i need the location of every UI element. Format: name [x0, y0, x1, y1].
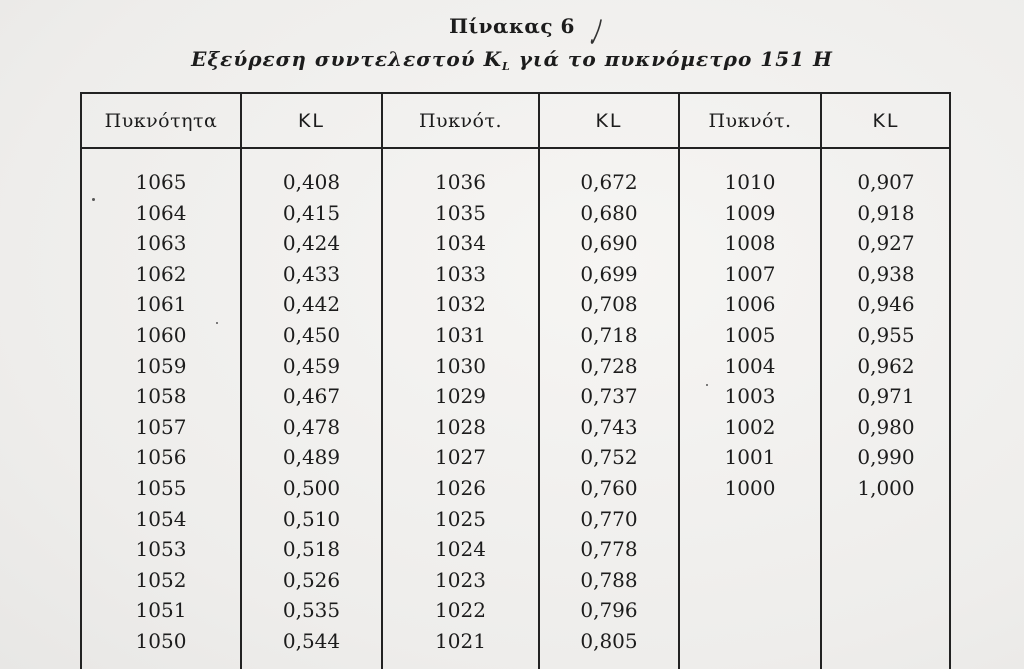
kl-cell: 0,737: [580, 384, 638, 408]
kl-cell: 0,672: [580, 170, 638, 194]
kl-cell: 0,743: [580, 415, 638, 439]
kl-cell: 0,518: [282, 537, 341, 561]
header-density-1: Πυκνότητα: [104, 110, 218, 132]
kl-cell: 0,478: [282, 415, 341, 439]
kl-cell: 0,728: [580, 354, 638, 378]
density-cell: 1031: [435, 323, 486, 347]
kl-cell: 0,489: [282, 445, 341, 469]
density-cell: 1060: [135, 323, 187, 347]
density-cell: 1027: [435, 445, 486, 469]
kl-cell: 0,778: [580, 537, 638, 561]
kl-cell: 0,442: [282, 292, 341, 316]
subtitle-suffix: γιά το πυκνόμετρο 151 H: [510, 47, 833, 71]
density-cell: 1002: [724, 415, 776, 439]
density-cell: 1024: [435, 537, 486, 561]
density-cell: 1062: [135, 262, 187, 286]
kl-cell: 0,690: [580, 231, 638, 255]
kl-cell: 0,433: [282, 262, 341, 286]
kl-cell: 0,459: [282, 354, 341, 378]
kl-cell: 0,752: [580, 445, 638, 469]
density-cell: 1025: [435, 507, 486, 531]
table-subtitle: [0, 47, 1024, 73]
density-cell: 1004: [724, 354, 776, 378]
density-cell: 1030: [435, 354, 486, 378]
kl-cell: 0,415: [282, 201, 341, 225]
density-cell: 1029: [435, 384, 486, 408]
kl-cell: 0,680: [580, 201, 638, 225]
header-kl-2: KL: [595, 110, 623, 132]
density-cell: 1064: [135, 201, 187, 225]
kl-cell: 0,946: [857, 292, 915, 316]
density-cell: 1005: [724, 323, 776, 347]
kl-cell: 0,938: [857, 262, 915, 286]
subtitle-subscript: L: [502, 60, 511, 73]
kl-cell: 0,796: [580, 598, 638, 622]
kl-cell: 0,788: [580, 568, 638, 592]
density-cell: 1035: [435, 201, 486, 225]
header-density-2: Πυκνότ.: [418, 110, 503, 132]
table-title: Πίνακας 6: [449, 14, 575, 38]
kl-cell: 0,467: [282, 384, 341, 408]
kl-cell: 0,918: [857, 201, 915, 225]
density-cell: 1055: [135, 476, 187, 500]
density-cell: 1001: [724, 445, 776, 469]
kl-cell: 0,907: [857, 170, 915, 194]
kl-cell: 0,927: [857, 231, 915, 255]
kl-cell: 0,500: [282, 476, 341, 500]
kl-cell: 0,805: [580, 629, 638, 653]
density-cell: 1009: [724, 201, 776, 225]
density-cell: 1050: [135, 629, 187, 653]
handwritten-check-mark: [590, 18, 604, 46]
density-cell: 1063: [135, 231, 187, 255]
paper-speck: [216, 322, 218, 324]
header-kl-3: KL: [872, 110, 900, 132]
kl-cell: 0,718: [580, 323, 638, 347]
density-cell: 1006: [724, 292, 776, 316]
kl-cell: 0,526: [282, 568, 341, 592]
kl-cell: 0,708: [580, 292, 638, 316]
paper-speck: [92, 198, 95, 201]
density-cell: 1052: [135, 568, 187, 592]
kl-cell: 0,544: [282, 629, 341, 653]
kl-cell: 0,962: [857, 354, 915, 378]
header-density-3: Πυκνότ.: [708, 110, 792, 132]
density-cell: 1054: [135, 507, 187, 531]
density-cell: 1021: [435, 629, 486, 653]
density-cell: 1007: [724, 262, 776, 286]
header-kl-1: KL: [297, 110, 326, 132]
density-cell: 1000: [724, 476, 776, 500]
paper-speck: [706, 384, 708, 386]
kl-cell: 0,760: [580, 476, 638, 500]
kl-cell: 0,450: [282, 323, 341, 347]
density-cell: 1026: [435, 476, 486, 500]
density-cell: 1008: [724, 231, 776, 255]
density-cell: 1056: [135, 445, 187, 469]
density-cell: 1033: [435, 262, 486, 286]
kl-cell: 0,770: [580, 507, 638, 531]
density-cell: 1051: [135, 598, 187, 622]
kl-cell: 1,000: [857, 476, 915, 500]
kl-cell: 0,971: [857, 384, 915, 408]
density-cell: 1028: [435, 415, 486, 439]
kl-cell: 0,980: [857, 415, 915, 439]
density-cell: 1023: [435, 568, 486, 592]
density-cell: 1065: [135, 170, 187, 194]
density-cell: 1010: [724, 170, 776, 194]
density-cell: 1032: [435, 292, 486, 316]
kl-cell: 0,955: [857, 323, 915, 347]
kl-cell: 0,990: [857, 445, 915, 469]
density-cell: 1034: [435, 231, 486, 255]
kl-cell: 0,535: [282, 598, 341, 622]
density-cell: 1061: [135, 292, 187, 316]
density-cell: 1053: [135, 537, 187, 561]
kl-cell: 0,424: [282, 231, 341, 255]
kl-cell: 0,510: [282, 507, 341, 531]
subtitle-prefix: Εξεύρεση συντελεστού K: [191, 47, 502, 71]
density-cell: 1057: [135, 415, 187, 439]
kl-cell: 0,699: [580, 262, 638, 286]
kl-cell: 0,408: [282, 170, 341, 194]
density-cell: 1036: [435, 170, 486, 194]
density-cell: 1003: [724, 384, 776, 408]
density-cell: 1058: [135, 384, 187, 408]
density-cell: 1059: [135, 354, 187, 378]
density-cell: 1022: [435, 598, 486, 622]
